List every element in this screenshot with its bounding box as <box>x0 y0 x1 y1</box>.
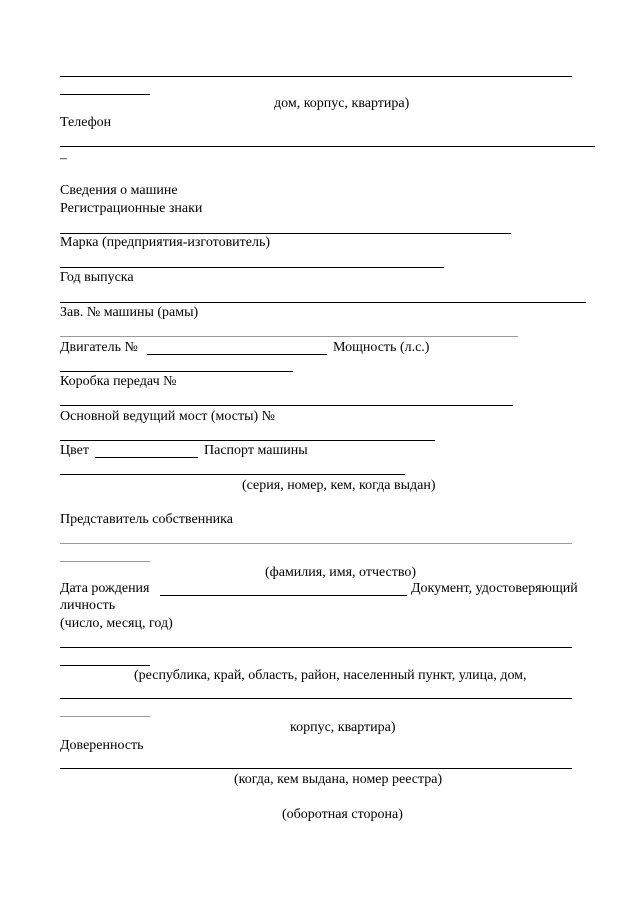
engine-line[interactable] <box>147 354 327 355</box>
year-line[interactable] <box>60 302 586 303</box>
year-label: Год выпуска <box>60 270 134 285</box>
gearbox-label: Коробка передач № <box>60 374 177 389</box>
back-side-note: (оборотная сторона) <box>282 807 403 822</box>
engine-label: Двигатель № <box>60 340 138 355</box>
birth-date-line[interactable] <box>160 595 407 596</box>
identity-doc-label-cont: личность <box>60 598 116 613</box>
power-line[interactable] <box>60 371 293 372</box>
proxy-label: Доверенность <box>60 738 144 753</box>
brand-line[interactable] <box>60 267 444 268</box>
axle-label: Основной ведущий мост (мосты) № <box>60 409 276 424</box>
proxy-hint: (когда, кем выдана, номер реестра) <box>234 772 443 787</box>
address-hint-region: (республика, край, область, район, населенный пункт, улица, дом, <box>134 668 527 683</box>
serial-label: Зав. № машины (рамы) <box>60 305 199 320</box>
phone-dash: – <box>60 151 67 166</box>
identity-doc-label: Документ, удостоверяющий <box>411 581 578 596</box>
gearbox-line[interactable] <box>60 405 513 406</box>
residence-line[interactable] <box>60 698 572 699</box>
residence-line-short[interactable] <box>60 716 150 717</box>
passport-label: Паспорт машины <box>204 443 308 458</box>
representative-label: Представитель собственника <box>60 512 233 527</box>
address-line-short[interactable] <box>60 94 150 95</box>
birth-date-label: Дата рождения <box>60 581 150 596</box>
identity-doc-line-short[interactable] <box>60 665 150 666</box>
passport-hint: (серия, номер, кем, когда выдан) <box>242 478 436 493</box>
serial-line[interactable] <box>60 336 518 337</box>
identity-doc-line[interactable] <box>60 647 572 648</box>
date-hint: (число, месяц, год) <box>60 616 173 631</box>
axle-line[interactable] <box>60 440 435 441</box>
proxy-line[interactable] <box>60 768 572 769</box>
reg-signs-label: Регистрационные знаки <box>60 201 203 216</box>
brand-label: Марка (предприятия-изготовитель) <box>60 235 271 250</box>
reg-signs-line[interactable] <box>60 233 511 234</box>
address-hint: дом, корпус, квартира) <box>274 96 410 111</box>
representative-line-short[interactable] <box>60 561 150 562</box>
address-line[interactable] <box>60 76 572 77</box>
color-label: Цвет <box>60 443 89 458</box>
fio-hint: (фамилия, имя, отчество) <box>265 565 417 580</box>
color-line[interactable] <box>95 457 198 458</box>
representative-line[interactable] <box>60 543 572 544</box>
phone-line[interactable] <box>60 146 595 147</box>
machine-section-header: Сведения о машине <box>60 183 178 198</box>
phone-label: Телефон <box>60 115 112 130</box>
address-hint-building: корпус, квартира) <box>290 720 396 735</box>
passport-line[interactable] <box>60 474 405 475</box>
power-label: Мощность (л.с.) <box>333 340 430 355</box>
